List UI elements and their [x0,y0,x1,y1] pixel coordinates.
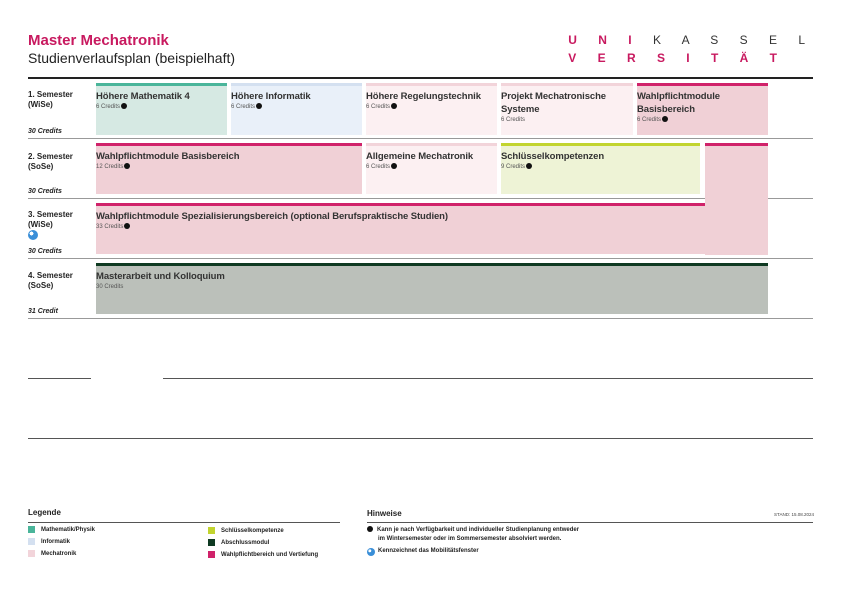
semester-credits: 30 Credits [28,188,62,195]
logo-text: K A S S E L [652,33,814,47]
module-credits: 12 Credits [96,164,124,170]
module-name: Schlüsselkompetenzen [501,151,605,162]
module-name: Wahlpflichtmodule Basisbereich [637,91,720,115]
flexible-term-dot-icon [121,103,127,109]
flexible-term-dot-icon [391,103,397,109]
divider [163,378,813,379]
stand-date: STAND: 15.08.2024 [774,512,814,517]
page-subtitle: Studienverlaufsplan (beispielhaft) [28,50,236,66]
semester-credits: 31 Credit [28,308,58,315]
module-wahlpflicht-basis-1[interactable] [637,83,768,135]
swatch [28,538,35,545]
module-allgemeine-mechatronik[interactable] [366,143,497,194]
module-credits: 6 Credits [96,104,121,110]
semester-term: (WiSe) [28,220,53,229]
module-credits: 6 Credits [231,104,256,110]
module-projekt-mechatronische-systeme[interactable] [501,83,633,135]
semester-label [28,90,73,110]
divider [28,318,813,319]
module-name: Allgemeine Mechatronik [366,151,474,162]
divider [28,378,91,379]
divider [28,522,340,523]
semester-term: (SoSe) [28,281,54,290]
semester-term: (WiSe) [28,100,53,109]
divider [28,438,813,439]
module-name: Wahlpflichtmodule Spezialisierungsbereich (optional Berufspraktische Studien) [96,211,448,222]
note-text: Kann je nach Verfügbarkeit und individueller Studienplanung entweder [377,527,580,533]
module-name: Projekt Mechatronische Systeme [501,91,606,115]
flexible-term-dot-icon [391,163,397,169]
module-name: Wahlpflichtmodule Basisbereich [96,151,240,162]
semester-label [28,271,73,291]
swatch [208,551,215,558]
semester-name: 4. Semester [28,271,73,280]
mobility-globe-icon [367,548,375,556]
module-credits: 6 Credits [637,117,662,123]
module-name: Höhere Regelungstechnik [366,91,481,102]
module-credits: 6 Credits [366,164,391,170]
bar-mask [705,203,768,206]
swatch [28,550,35,557]
module-hoehere-mathematik-4[interactable] [96,83,227,135]
flexible-term-dot-icon [124,223,130,229]
module-credits: 9 Credits [501,164,526,170]
module-credits: 33 Credits [96,224,124,230]
flexible-term-dot-icon [124,163,130,169]
legend-item [208,527,284,534]
university-logo [568,31,814,67]
module-name: Höhere Mathematik 4 [96,91,190,102]
semester-label [28,152,73,172]
module-name: Höhere Informatik [231,91,311,102]
page-title: Master Mechatronik [28,32,169,49]
mobility-globe-icon [28,230,38,240]
flexible-term-dot-icon [256,103,262,109]
swatch [208,539,215,546]
module-credits: 6 Credits [501,117,526,123]
semester-term: (SoSe) [28,162,54,171]
legend-label: Mechatronik [41,550,77,557]
legend-item [28,526,95,533]
legend-item [208,551,318,558]
semester-name: 1. Semester [28,90,73,99]
legend-title: Legende [28,508,61,517]
divider [367,522,813,523]
hinweise-title: Hinweise [367,509,402,518]
semester-name: 2. Semester [28,152,73,161]
module-schluesselkompetenzen[interactable] [501,143,700,194]
module-name: Masterarbeit und Kolloquium [96,271,225,282]
legend-label: Schlüsselkompetenze [221,527,284,534]
divider [28,258,813,259]
legend-label: Mathematik/Physik [41,526,96,533]
module-wahlpflicht-basis-2[interactable] [96,143,362,194]
semester-name: 3. Semester [28,210,73,219]
divider [28,77,813,79]
legend-label: Abschlussmodul [221,539,270,546]
semester-credits: 30 Credits [28,128,62,135]
legend-label: Wahlpflichtbereich und Vertiefung [221,551,319,558]
module-credits: 30 Credits [96,284,124,290]
divider [28,198,813,199]
module-hoehere-informatik[interactable] [231,83,362,135]
module-wahlpflicht-spezialisierung[interactable] [96,203,768,254]
swatch [28,526,35,533]
swatch [208,527,215,534]
module-credits: 6 Credits [366,104,391,110]
semester-label [28,210,73,243]
flexible-term-dot-icon [662,116,668,122]
flexible-term-dot-icon [367,526,373,532]
legend-item [28,538,70,545]
logo-text: V E R S I T Ä T [568,51,786,65]
flexible-term-dot-icon [526,163,532,169]
note-mobility [367,547,479,556]
note-text: Kennzeichnet das Mobilitätsfenster [378,548,479,554]
divider [28,138,813,139]
note-flexible-term [367,526,579,544]
legend-item [28,550,76,557]
note-text: im Wintersemester oder im Sommersemester absolviert werden. [378,536,562,542]
module-hoehere-regelungstechnik[interactable] [366,83,497,135]
module-masterarbeit[interactable] [96,263,768,314]
semester-credits: 30 Credits [28,248,62,255]
legend-label: Informatik [41,538,71,545]
logo-text: U N I [568,33,641,47]
legend-item [208,539,269,546]
